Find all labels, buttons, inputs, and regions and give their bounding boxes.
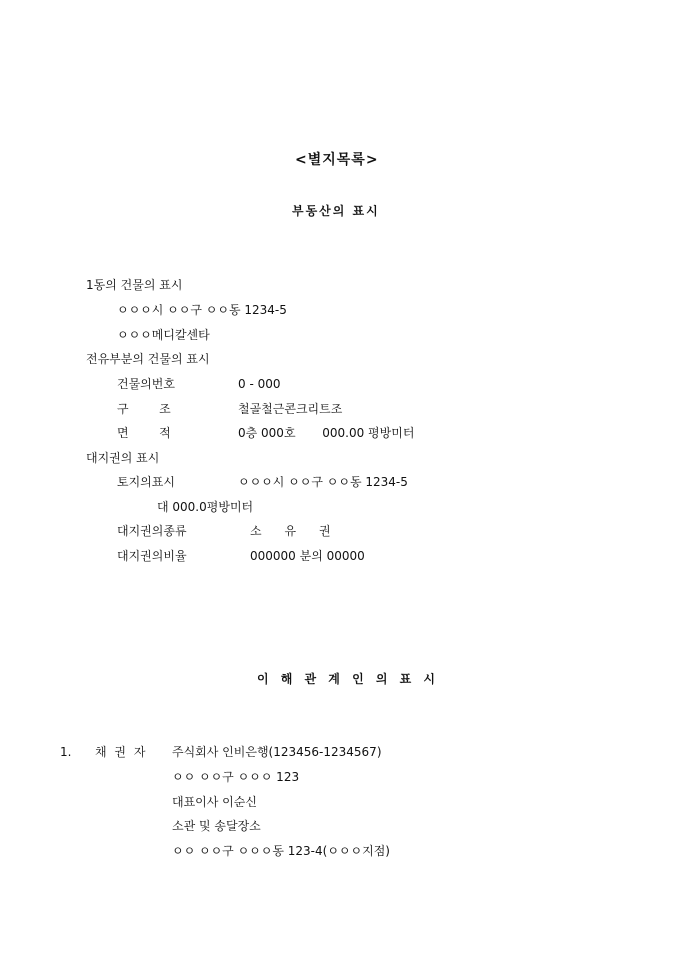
building-address: ㅇㅇㅇ시 ㅇㅇ구 ㅇㅇ동 1234-5	[117, 303, 287, 317]
party-line: ㅇㅇ ㅇㅇ구 ㅇㅇㅇ 123	[172, 770, 300, 784]
unit-header: 전유부분의 건물의 표시	[86, 352, 210, 366]
party-line: 대표이사 이순신	[172, 795, 257, 809]
land-row-label: 대지권의종류	[117, 524, 187, 538]
party-line: ㅇㅇ ㅇㅇ구 ㅇㅇㅇ동 123-4(ㅇㅇㅇ지점)	[172, 844, 390, 858]
party-number: 1.	[60, 745, 72, 759]
unit-label: 구 조	[117, 402, 171, 416]
document-subtitle: 부동산의 표시	[292, 204, 380, 218]
document-title: <별지목록>	[295, 152, 379, 168]
unit-value: 0층 000호 000.00 평방미터	[238, 426, 415, 440]
party-line: 소관 및 송달장소	[172, 819, 261, 833]
land-row-value: 소 유 권	[250, 524, 331, 538]
building-header: 1동의 건물의 표시	[86, 278, 183, 292]
land-row-label: 대지권의비율	[117, 549, 187, 563]
land-row-value: 000000 분의 00000	[250, 549, 365, 563]
party-role: 채 권 자	[95, 745, 146, 759]
land-value: ㅇㅇㅇ시 ㅇㅇ구 ㅇㅇ동 1234-5	[238, 475, 408, 489]
unit-value: 철골철근콘크리트조	[238, 402, 343, 416]
building-name: ㅇㅇㅇ메디칼센타	[117, 328, 210, 342]
party-line: 주식회사 인비은행(123456-1234567)	[172, 745, 382, 759]
land-area: 대 000.0평방미터	[157, 500, 254, 514]
land-header: 대지권의 표시	[86, 451, 160, 465]
unit-value: 0 - 000	[238, 377, 281, 391]
land-label: 토지의표시	[117, 475, 175, 489]
party-heading: 이 해 관 계 인 의 표 시	[257, 672, 436, 686]
unit-label: 건물의번호	[117, 377, 175, 391]
unit-label: 면 적	[117, 426, 171, 440]
